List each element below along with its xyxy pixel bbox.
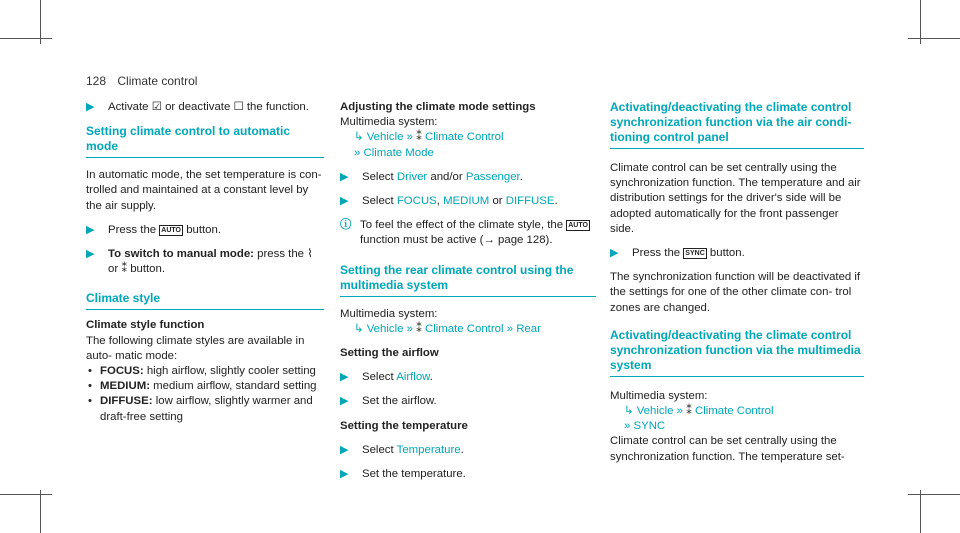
column-middle xyxy=(340,100,596,482)
step-select-temperature: ▶ Select Temperature. xyxy=(340,443,596,458)
list-item: • DIFFUSE: low airflow, slightly warmer and draft-free setting xyxy=(86,394,324,424)
heading-rear-climate: Setting the rear climate control using the multimedia system xyxy=(340,263,596,297)
step-select-driver: ▶ Select Driver and/or Passenger. xyxy=(340,170,596,185)
crop-mark xyxy=(0,38,52,39)
subheading-temperature: Setting the temperature xyxy=(340,419,468,432)
double-chevron-icon: » xyxy=(624,420,631,433)
double-chevron-icon: » xyxy=(406,322,413,335)
step-arrow-icon: ▶ xyxy=(340,195,349,208)
airflow-seat-icon: ⌇ xyxy=(307,248,313,261)
checkbox-empty-icon: ☐ xyxy=(233,101,244,113)
step-select-style: ▶ Select FOCUS, MEDIUM or DIFFUSE. xyxy=(340,194,596,209)
checkbox-checked-icon: ☑ xyxy=(151,101,162,113)
step-manual-mode: ▶ To switch to manual mode: press the ⌇ or ⁑ button. xyxy=(86,248,313,276)
double-chevron-icon: » xyxy=(406,131,413,144)
step-arrow-icon: ▶ xyxy=(340,468,349,481)
paragraph-automatic-mode: In automatic mode, the set temperature is con- trolled and maintained at a constant level by the air supply. xyxy=(86,169,322,212)
page-header xyxy=(86,74,197,88)
info-icon: ⓘ xyxy=(340,219,352,232)
page-number: 128 xyxy=(86,74,107,88)
auto-button-icon: AUTO xyxy=(568,222,588,230)
step-press-sync: ▶ Press the SYNC button. xyxy=(610,246,864,261)
menu-enter-icon: ↳ xyxy=(354,131,364,144)
crop-mark xyxy=(920,490,921,533)
paragraph-sync-multimedia: Climate control can be set centrally using the synchronization function. The temperature set- xyxy=(610,435,845,463)
climate-control-icon: ⁑ xyxy=(416,131,422,144)
menu-enter-icon: ↳ xyxy=(354,322,364,335)
menu-path: ↳ Vehicle » ⁑ Climate Control » Climate Mode xyxy=(354,131,504,159)
menu-path: ↳ Vehicle » ⁑ Climate Control » SYNC xyxy=(624,405,774,433)
step-press-auto: ▶ Press the AUTO button. xyxy=(86,223,324,238)
multimedia-system-label: Multimedia system: xyxy=(340,307,438,320)
crop-mark xyxy=(908,494,960,495)
paragraph-sync-panel: Climate control can be set centrally using the synchronization function. The temperature and air distribution settings for the driver's side will be adopted automatically for the front passenger side. xyxy=(610,162,861,235)
column-right xyxy=(610,100,864,465)
step-arrow-icon: ▶ xyxy=(86,248,95,261)
column-left xyxy=(86,100,324,425)
step-arrow-icon: ▶ xyxy=(340,443,349,456)
step-arrow-icon: ▶ xyxy=(610,247,619,260)
subheading-adjusting-climate-mode: Adjusting the climate mode settings xyxy=(340,101,536,113)
step-arrow-icon: ▶ xyxy=(340,371,349,384)
crop-mark xyxy=(908,38,960,39)
page-title: Climate control xyxy=(117,74,198,88)
crop-mark xyxy=(40,490,41,533)
heading-sync-multimedia: Activating/deactivating the climate control synchronization function via the multimedia system xyxy=(610,328,864,377)
double-chevron-icon: » xyxy=(676,405,683,418)
climate-control-icon: ⁑ xyxy=(416,322,422,335)
step-select-airflow: ▶ Select Airflow. xyxy=(340,370,596,385)
step-activate: ▶ Activate ☑ or deactivate ☐ the function. xyxy=(86,100,324,115)
info-note: ⓘ To feel the effect of the climate style, the AUTO function must be active (→ page 128). xyxy=(340,219,588,247)
multimedia-system-label: Multimedia system: xyxy=(610,389,708,402)
multimedia-system-label: Multimedia system: xyxy=(340,116,438,129)
climate-fan-icon: ⁑ xyxy=(121,263,128,276)
step-set-airflow: ▶ Set the airflow. xyxy=(340,394,596,409)
sync-button-icon: SYNC xyxy=(685,250,705,258)
step-arrow-icon: ▶ xyxy=(340,395,349,408)
step-arrow-icon: ▶ xyxy=(86,101,95,113)
paragraph-climate-style: The following climate styles are available in auto- matic mode: xyxy=(86,334,305,362)
heading-climate-style: Climate style xyxy=(86,291,324,310)
paragraph-sync-deactivate: The synchronization function will be deactivated if the settings for one of the other climate con- trol zones are changed. xyxy=(610,271,861,314)
subheading-airflow: Setting the airflow xyxy=(340,347,439,360)
step-arrow-icon: ▶ xyxy=(340,170,349,183)
subheading-climate-style-function: Climate style function xyxy=(86,319,205,332)
menu-enter-icon: ↳ xyxy=(624,405,634,418)
step-set-temperature: ▶ Set the temperature. xyxy=(340,467,596,482)
heading-sync-panel: Activating/deactivating the climate control synchronization function via the air condi- tioning control panel xyxy=(610,100,864,149)
climate-control-icon: ⁑ xyxy=(686,405,692,418)
heading-automatic-mode: Setting climate control to automatic mode xyxy=(86,124,324,158)
auto-button-icon: AUTO xyxy=(161,226,182,234)
crop-mark xyxy=(0,494,52,495)
list-item: • FOCUS: high airflow, slightly cooler setting xyxy=(86,364,324,379)
step-arrow-icon: ▶ xyxy=(86,223,95,236)
double-chevron-icon: » xyxy=(354,146,361,159)
menu-path: ↳ Vehicle » ⁑ Climate Control » Rear xyxy=(354,322,541,335)
list-item: • MEDIUM: medium airflow, standard setting xyxy=(86,379,324,394)
double-chevron-icon: » xyxy=(506,322,514,335)
